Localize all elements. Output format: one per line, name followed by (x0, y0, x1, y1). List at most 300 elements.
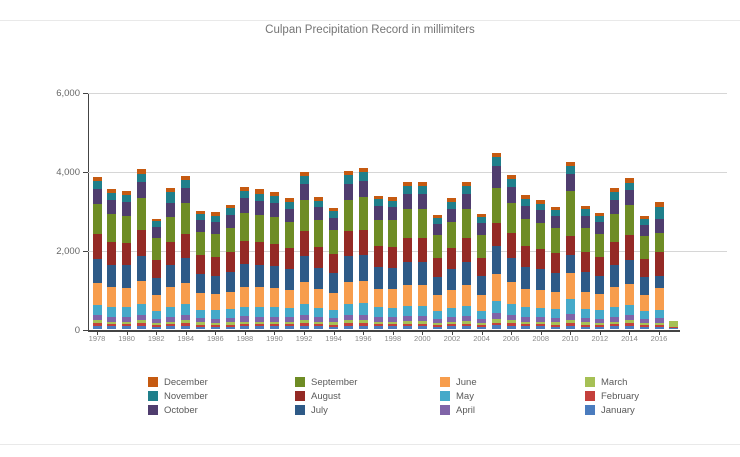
segment-november-2003[interactable] (462, 186, 471, 194)
segment-july-2005[interactable] (492, 246, 501, 274)
segment-october-1982[interactable] (152, 227, 161, 238)
segment-november-2007[interactable] (521, 199, 530, 206)
segment-may-2009[interactable] (551, 309, 560, 318)
segment-november-2006[interactable] (507, 179, 516, 187)
segment-november-2016[interactable] (655, 207, 664, 218)
segment-july-2004[interactable] (477, 276, 486, 295)
segment-july-1984[interactable] (181, 258, 190, 282)
segment-july-2015[interactable] (640, 277, 649, 295)
segment-january-1987[interactable] (226, 327, 235, 329)
segment-september-1998[interactable] (388, 220, 397, 246)
segment-october-2013[interactable] (610, 200, 619, 214)
segment-june-1981[interactable] (137, 281, 146, 304)
segment-september-2013[interactable] (610, 214, 619, 242)
segment-september-2000[interactable] (418, 209, 427, 238)
segment-january-1981[interactable] (137, 326, 146, 329)
segment-june-2006[interactable] (507, 282, 516, 304)
legend-item-september[interactable] (295, 376, 357, 388)
segment-june-2009[interactable] (551, 292, 560, 309)
segment-october-1988[interactable] (240, 198, 249, 212)
segment-may-2000[interactable] (418, 306, 427, 316)
segment-august-2007[interactable] (521, 246, 530, 267)
segment-june-2003[interactable] (462, 285, 471, 306)
segment-september-1994[interactable] (329, 230, 338, 254)
segment-january-1991[interactable] (285, 326, 294, 329)
segment-july-2011[interactable] (581, 272, 590, 292)
segment-september-2010[interactable] (566, 191, 575, 236)
segment-july-2008[interactable] (536, 269, 545, 290)
segment-august-2010[interactable] (566, 236, 575, 255)
bar-2003[interactable] (462, 182, 471, 329)
legend-item-march[interactable] (585, 376, 627, 388)
segment-september-2008[interactable] (536, 223, 545, 249)
bar-2008[interactable] (536, 200, 545, 329)
segment-july-2013[interactable] (610, 265, 619, 288)
legend-item-november[interactable] (148, 390, 208, 402)
segment-january-2005[interactable] (492, 325, 501, 329)
segment-july-2010[interactable] (566, 255, 575, 273)
segment-october-1997[interactable] (374, 206, 383, 219)
segment-january-2013[interactable] (610, 326, 619, 329)
segment-january-2012[interactable] (595, 327, 604, 329)
segment-september-1999[interactable] (403, 209, 412, 238)
segment-november-1983[interactable] (166, 192, 175, 202)
segment-may-1989[interactable] (255, 307, 264, 317)
segment-october-1986[interactable] (211, 222, 220, 234)
segment-september-1992[interactable] (300, 200, 309, 231)
segment-july-2003[interactable] (462, 262, 471, 286)
bar-2006[interactable] (507, 175, 516, 329)
segment-september-1982[interactable] (152, 238, 161, 260)
segment-october-2001[interactable] (433, 224, 442, 235)
segment-october-1993[interactable] (314, 207, 323, 220)
segment-january-2002[interactable] (447, 326, 456, 329)
segment-january-1994[interactable] (329, 327, 338, 329)
segment-september-2012[interactable] (595, 234, 604, 257)
segment-october-2011[interactable] (581, 216, 590, 228)
segment-september-1988[interactable] (240, 213, 249, 241)
segment-july-1979[interactable] (107, 265, 116, 288)
segment-june-1983[interactable] (166, 287, 175, 307)
segment-august-1978[interactable] (93, 234, 102, 258)
bar-1997[interactable] (374, 196, 383, 329)
segment-july-1998[interactable] (388, 268, 397, 289)
segment-june-1979[interactable] (107, 287, 116, 307)
segment-june-2013[interactable] (610, 287, 619, 307)
segment-january-1990[interactable] (270, 326, 279, 329)
segment-august-1986[interactable] (211, 257, 220, 276)
segment-january-2006[interactable] (507, 326, 516, 329)
bar-2011[interactable] (581, 206, 590, 329)
bar-1998[interactable] (388, 197, 397, 329)
segment-september-2005[interactable] (492, 188, 501, 223)
segment-june-2000[interactable] (418, 285, 427, 306)
segment-july-2016[interactable] (655, 276, 664, 287)
segment-july-2007[interactable] (521, 267, 530, 288)
segment-may-1991[interactable] (285, 308, 294, 317)
segment-may-1996[interactable] (359, 303, 368, 314)
segment-january-1986[interactable] (211, 327, 220, 329)
bar-2007[interactable] (521, 195, 530, 329)
segment-november-2005[interactable] (492, 157, 501, 166)
segment-october-2004[interactable] (477, 223, 486, 234)
segment-january-2017[interactable] (669, 328, 678, 329)
bar-2012[interactable] (595, 213, 604, 329)
segment-june-1996[interactable] (359, 281, 368, 304)
segment-may-2016[interactable] (655, 310, 664, 319)
segment-september-2011[interactable] (581, 228, 590, 252)
segment-june-2005[interactable] (492, 274, 501, 300)
segment-june-1992[interactable] (300, 282, 309, 304)
segment-january-2001[interactable] (433, 327, 442, 329)
segment-august-1980[interactable] (122, 243, 131, 265)
segment-june-1991[interactable] (285, 290, 294, 308)
segment-june-1988[interactable] (240, 287, 249, 307)
segment-may-2003[interactable] (462, 306, 471, 316)
segment-january-2010[interactable] (566, 326, 575, 329)
segment-june-2016[interactable] (655, 288, 664, 310)
segment-january-2011[interactable] (581, 327, 590, 329)
segment-november-1991[interactable] (285, 202, 294, 209)
segment-september-1989[interactable] (255, 215, 264, 243)
segment-may-2015[interactable] (640, 311, 649, 319)
segment-june-1987[interactable] (226, 292, 235, 309)
segment-august-1979[interactable] (107, 242, 116, 265)
segment-july-1982[interactable] (152, 278, 161, 296)
segment-august-1995[interactable] (344, 231, 353, 256)
segment-october-1996[interactable] (359, 181, 368, 197)
segment-january-1998[interactable] (388, 326, 397, 329)
segment-january-2015[interactable] (640, 327, 649, 329)
segment-june-2008[interactable] (536, 290, 545, 308)
segment-june-1984[interactable] (181, 283, 190, 304)
segment-august-1985[interactable] (196, 255, 205, 274)
segment-october-1985[interactable] (196, 220, 205, 232)
segment-august-2005[interactable] (492, 223, 501, 246)
segment-september-2006[interactable] (507, 203, 516, 234)
segment-october-2009[interactable] (551, 216, 560, 228)
segment-january-2000[interactable] (418, 326, 427, 329)
segment-may-1984[interactable] (181, 304, 190, 315)
segment-july-1981[interactable] (137, 256, 146, 282)
segment-january-2016[interactable] (655, 327, 664, 329)
segment-august-1983[interactable] (166, 242, 175, 265)
segment-august-1997[interactable] (374, 246, 383, 267)
segment-may-2010[interactable] (566, 299, 575, 315)
segment-october-1984[interactable] (181, 188, 190, 203)
segment-july-1986[interactable] (211, 276, 220, 295)
segment-may-1983[interactable] (166, 307, 175, 317)
segment-august-2016[interactable] (655, 252, 664, 276)
bar-2001[interactable] (433, 215, 442, 329)
segment-june-2014[interactable] (625, 284, 634, 305)
segment-may-2006[interactable] (507, 304, 516, 315)
segment-january-1989[interactable] (255, 326, 264, 329)
segment-july-2001[interactable] (433, 277, 442, 295)
segment-january-1985[interactable] (196, 327, 205, 329)
segment-june-1985[interactable] (196, 293, 205, 310)
segment-january-1988[interactable] (240, 326, 249, 329)
bar-1999[interactable] (403, 182, 412, 329)
segment-july-1987[interactable] (226, 272, 235, 292)
segment-august-2009[interactable] (551, 253, 560, 273)
segment-august-1988[interactable] (240, 241, 249, 264)
segment-july-1980[interactable] (122, 265, 131, 287)
segment-august-1984[interactable] (181, 234, 190, 258)
segment-july-2002[interactable] (447, 269, 456, 290)
segment-october-2015[interactable] (640, 225, 649, 236)
bar-1993[interactable] (314, 197, 323, 329)
bar-2004[interactable] (477, 214, 486, 329)
segment-june-2007[interactable] (521, 289, 530, 308)
bar-1992[interactable] (300, 172, 309, 329)
segment-october-1990[interactable] (270, 203, 279, 217)
segment-august-2006[interactable] (507, 233, 516, 257)
segment-november-1997[interactable] (374, 199, 383, 206)
segment-january-2014[interactable] (625, 326, 634, 329)
segment-july-1990[interactable] (270, 266, 279, 288)
segment-november-2000[interactable] (418, 186, 427, 194)
segment-august-1992[interactable] (300, 231, 309, 256)
segment-january-1997[interactable] (374, 326, 383, 329)
segment-may-2007[interactable] (521, 307, 530, 316)
segment-january-1995[interactable] (344, 326, 353, 329)
segment-july-2014[interactable] (625, 260, 634, 284)
segment-june-1999[interactable] (403, 285, 412, 306)
bar-1985[interactable] (196, 211, 205, 329)
segment-september-1997[interactable] (374, 220, 383, 246)
bar-1986[interactable] (211, 212, 220, 329)
legend-item-august[interactable] (295, 390, 341, 402)
segment-june-1989[interactable] (255, 287, 264, 307)
segment-august-2001[interactable] (433, 258, 442, 276)
segment-january-1992[interactable] (300, 326, 309, 329)
legend-item-april[interactable] (440, 404, 475, 416)
segment-january-1984[interactable] (181, 326, 190, 329)
segment-may-1980[interactable] (122, 307, 131, 317)
segment-january-1979[interactable] (107, 326, 116, 329)
segment-september-1987[interactable] (226, 228, 235, 253)
segment-november-2014[interactable] (625, 183, 634, 191)
segment-may-1985[interactable] (196, 310, 205, 318)
segment-november-1999[interactable] (403, 186, 412, 194)
segment-october-1978[interactable] (93, 189, 102, 204)
segment-september-1981[interactable] (137, 198, 146, 230)
segment-august-1989[interactable] (255, 242, 264, 265)
bar-2014[interactable] (625, 178, 634, 329)
segment-may-1999[interactable] (403, 306, 412, 316)
segment-september-1978[interactable] (93, 204, 102, 234)
segment-may-2001[interactable] (433, 311, 442, 319)
segment-october-1995[interactable] (344, 184, 353, 200)
segment-october-1980[interactable] (122, 202, 131, 216)
segment-july-1993[interactable] (314, 268, 323, 289)
segment-may-1981[interactable] (137, 304, 146, 315)
segment-july-1988[interactable] (240, 264, 249, 287)
segment-september-2001[interactable] (433, 235, 442, 258)
segment-october-2000[interactable] (418, 194, 427, 209)
segment-may-2004[interactable] (477, 311, 486, 319)
segment-october-2007[interactable] (521, 206, 530, 219)
segment-june-1982[interactable] (152, 295, 161, 310)
bar-2002[interactable] (447, 198, 456, 329)
segment-august-2015[interactable] (640, 259, 649, 277)
segment-september-2015[interactable] (640, 236, 649, 259)
segment-august-1981[interactable] (137, 230, 146, 256)
bar-2009[interactable] (551, 207, 560, 329)
bar-1982[interactable] (152, 219, 161, 329)
segment-august-1990[interactable] (270, 244, 279, 266)
segment-november-1992[interactable] (300, 176, 309, 184)
segment-january-2003[interactable] (462, 326, 471, 329)
bar-1988[interactable] (240, 187, 249, 329)
legend-item-july[interactable] (295, 404, 328, 416)
segment-september-1991[interactable] (285, 222, 294, 248)
segment-november-1978[interactable] (93, 181, 102, 189)
segment-january-1999[interactable] (403, 326, 412, 329)
segment-may-1978[interactable] (93, 305, 102, 316)
segment-october-2016[interactable] (655, 219, 664, 233)
segment-july-1996[interactable] (359, 255, 368, 281)
segment-july-1997[interactable] (374, 267, 383, 288)
segment-july-1995[interactable] (344, 256, 353, 281)
segment-september-1996[interactable] (359, 197, 368, 229)
segment-august-2004[interactable] (477, 258, 486, 277)
bar-2010[interactable] (566, 162, 575, 329)
segment-may-1979[interactable] (107, 307, 116, 317)
bar-2000[interactable] (418, 182, 427, 329)
segment-october-2012[interactable] (595, 222, 604, 234)
segment-september-1983[interactable] (166, 217, 175, 242)
bar-1987[interactable] (226, 205, 235, 329)
segment-october-2005[interactable] (492, 166, 501, 188)
segment-june-2010[interactable] (566, 273, 575, 299)
segment-august-1993[interactable] (314, 247, 323, 268)
legend-item-may[interactable] (440, 390, 474, 402)
segment-may-1997[interactable] (374, 307, 383, 316)
segment-august-2000[interactable] (418, 238, 427, 262)
segment-september-2004[interactable] (477, 235, 486, 258)
segment-october-1979[interactable] (107, 200, 116, 214)
segment-august-2002[interactable] (447, 248, 456, 269)
segment-june-2002[interactable] (447, 290, 456, 308)
segment-august-2012[interactable] (595, 257, 604, 276)
segment-august-1999[interactable] (403, 238, 412, 262)
segment-november-1996[interactable] (359, 172, 368, 181)
segment-september-1984[interactable] (181, 203, 190, 234)
segment-november-1984[interactable] (181, 180, 190, 188)
segment-august-2014[interactable] (625, 235, 634, 259)
segment-august-1994[interactable] (329, 254, 338, 273)
segment-june-1980[interactable] (122, 288, 131, 307)
legend-item-october[interactable] (148, 404, 198, 416)
segment-june-1997[interactable] (374, 289, 383, 308)
segment-january-1993[interactable] (314, 326, 323, 329)
segment-september-1985[interactable] (196, 232, 205, 256)
segment-september-1993[interactable] (314, 220, 323, 246)
segment-november-1987[interactable] (226, 208, 235, 215)
segment-october-2002[interactable] (447, 209, 456, 222)
segment-november-1988[interactable] (240, 191, 249, 198)
segment-june-1998[interactable] (388, 289, 397, 308)
segment-september-1979[interactable] (107, 214, 116, 242)
segment-july-1978[interactable] (93, 259, 102, 283)
segment-june-1995[interactable] (344, 282, 353, 304)
segment-july-2000[interactable] (418, 262, 427, 286)
segment-september-2009[interactable] (551, 228, 560, 252)
segment-november-1989[interactable] (255, 194, 264, 201)
bar-1991[interactable] (285, 198, 294, 329)
segment-september-2014[interactable] (625, 205, 634, 235)
segment-october-2008[interactable] (536, 210, 545, 223)
bar-2015[interactable] (640, 216, 649, 329)
segment-january-1996[interactable] (359, 326, 368, 329)
segment-august-1982[interactable] (152, 260, 161, 278)
segment-june-1994[interactable] (329, 293, 338, 310)
segment-september-1995[interactable] (344, 200, 353, 232)
segment-august-2011[interactable] (581, 252, 590, 272)
segment-january-1978[interactable] (93, 326, 102, 329)
segment-january-2008[interactable] (536, 326, 545, 329)
segment-june-2011[interactable] (581, 292, 590, 309)
segment-november-1980[interactable] (122, 195, 131, 202)
segment-june-2001[interactable] (433, 295, 442, 311)
segment-october-1999[interactable] (403, 194, 412, 209)
segment-november-1995[interactable] (344, 175, 353, 183)
bar-1990[interactable] (270, 192, 279, 329)
segment-october-1989[interactable] (255, 201, 264, 215)
bar-2013[interactable] (610, 188, 619, 329)
segment-october-2010[interactable] (566, 174, 575, 191)
segment-june-2015[interactable] (640, 295, 649, 311)
segment-july-1999[interactable] (403, 262, 412, 286)
segment-may-2008[interactable] (536, 308, 545, 317)
legend-item-february[interactable] (585, 390, 639, 402)
segment-may-1987[interactable] (226, 309, 235, 318)
bar-1981[interactable] (137, 169, 146, 329)
segment-october-1994[interactable] (329, 218, 338, 230)
segment-october-1987[interactable] (226, 215, 235, 228)
segment-may-1993[interactable] (314, 308, 323, 317)
segment-may-2013[interactable] (610, 307, 619, 317)
segment-january-1980[interactable] (122, 326, 131, 329)
bar-1978[interactable] (93, 177, 102, 329)
segment-may-2002[interactable] (447, 308, 456, 317)
segment-september-1986[interactable] (211, 234, 220, 257)
segment-january-2007[interactable] (521, 326, 530, 329)
segment-may-2014[interactable] (625, 305, 634, 316)
bar-2016[interactable] (655, 202, 664, 329)
bar-1994[interactable] (329, 208, 338, 329)
segment-september-2007[interactable] (521, 219, 530, 246)
segment-august-2013[interactable] (610, 242, 619, 265)
segment-january-1982[interactable] (152, 327, 161, 329)
segment-june-1986[interactable] (211, 294, 220, 310)
segment-september-2003[interactable] (462, 209, 471, 238)
segment-june-1990[interactable] (270, 288, 279, 307)
segment-november-2010[interactable] (566, 166, 575, 174)
segment-september-2002[interactable] (447, 222, 456, 248)
segment-july-1983[interactable] (166, 265, 175, 288)
segment-july-1992[interactable] (300, 256, 309, 281)
segment-october-1981[interactable] (137, 182, 146, 198)
segment-may-1982[interactable] (152, 311, 161, 319)
segment-october-1983[interactable] (166, 203, 175, 217)
segment-july-1991[interactable] (285, 269, 294, 290)
segment-january-2004[interactable] (477, 327, 486, 329)
segment-may-1998[interactable] (388, 308, 397, 317)
segment-october-1992[interactable] (300, 184, 309, 200)
